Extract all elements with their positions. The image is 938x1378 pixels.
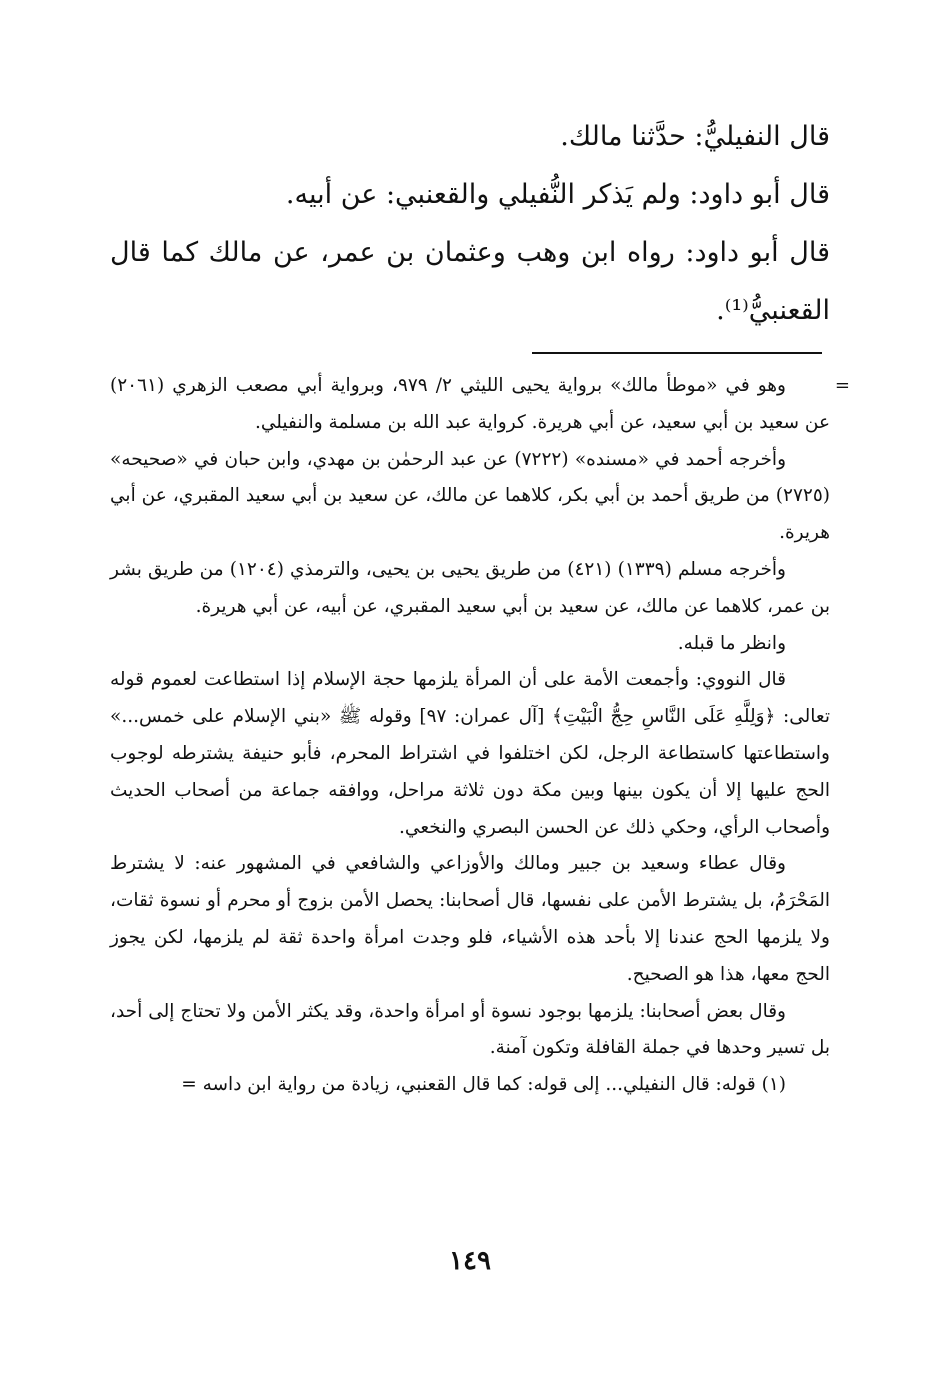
footnotes xyxy=(110,368,850,1104)
footnote-paragraph: وأخرجه مسلم (١٣٣٩) (٤٢١) من طريق يحيى بن يحيى، والترمذي (١٢٠٤) من طريق بشر بن عمر، كلاهما عن مالك، عن سعيد بن أبي سعيد المقبري، عن أبيه، عن أبي هريرة. xyxy=(110,558,830,617)
footnote-paragraph: وقال بعض أصحابنا: يلزمها بوجود نسوة أو امرأة واحدة، وقد يكثر الأمن ولا تحتاج إلى أحد، بل تسير وحدها في جملة القافلة وتكون آمنة. xyxy=(110,1000,830,1059)
footnote-paragraph: وانظر ما قبله. xyxy=(677,632,786,654)
book-page xyxy=(110,0,850,1378)
footnote-separator xyxy=(532,352,822,354)
footnote-paragraph: وأخرجه أحمد في «مسنده» (٧٢٢٢) عن عبد الرحمٰن بن مهدي، وابن حبان في «صحيحه» (٢٧٢٥) من طريق أحمد بن أبي بكر، كلاهما عن مالك، عن سعيد بن أبي سعيد المقبري، عن أبي هريرة. xyxy=(110,448,830,544)
footnote-1: (١) قوله: قال النفيلي... إلى قوله: كما قال القعنبي، زيادة من رواية ابن داسه = xyxy=(181,1074,786,1096)
footnote-paragraph: وهو في «موطأ مالك» برواية يحيى الليثي ٢/ ٩٧٩، وبرواية أبي مصعب الزهري (٢٠٦١) عن سعيد بن أبي سعيد، عن أبي هريرة. كرواية عبد الله بن مسلمة والنفيلي. xyxy=(110,375,830,433)
main-line-3: قال أبو داود: رواه ابن وهب وعثمان بن عمر، عن مالك كما قال القعنبيُّ⁽¹⁾. xyxy=(110,237,830,326)
footnote-paragraph: وقال عطاء وسعيد بن جبير ومالك والأوزاعي والشافعي في المشهور عنه: لا يشترط المَحْرَمُ، بل يشترط الأمن على نفسها، قال أصحابنا: يحصل الأمن بزوج أو محرم أو نسوة ثقات، ولا يلزمها الحج عندنا إلا بأحد هذه الأشياء، فلو وجدت امرأة واحدة ثقة لم يلزمها، لكن يجوز الحج معها، هذا هو الصحيح. xyxy=(110,853,830,985)
page-number: ١٤٩ xyxy=(449,1246,491,1276)
main-line-1: قال النفيليُّ: حدَّثنا مالك. xyxy=(560,121,830,152)
main-line-2: قال أبو داود: ولم يَذكر النُّفيلي والقعنبي: عن أبيه. xyxy=(285,179,830,210)
footnote-paragraph: قال النووي: وأجمعت الأمة على أن المرأة يلزمها حجة الإسلام إذا استطاعت لعموم قوله تعالى: ﴿وَلِلَّهِ عَلَى النَّاسِ حِجُّ الْبَيْتِ﴾ [آل عمران: ٩٧] وقوله ﷺ «بني الإسلام على خمس...» واستطاعتها كاستطاعة الرجل، لكن اختلفوا في اشتراط المحرم، فأبو حنيفة يشترطه لوجوب الحج عليها إلا أن يكون بينها وبين مكة دون ثلاثة مراحل، ووافقه جماعة من أصحاب الحديث وأصحاب الرأي، وحكي ذلك عن الحسن البصري والنخعي. xyxy=(110,669,830,838)
main-text xyxy=(110,108,830,340)
continuation-marker: = xyxy=(834,375,850,396)
